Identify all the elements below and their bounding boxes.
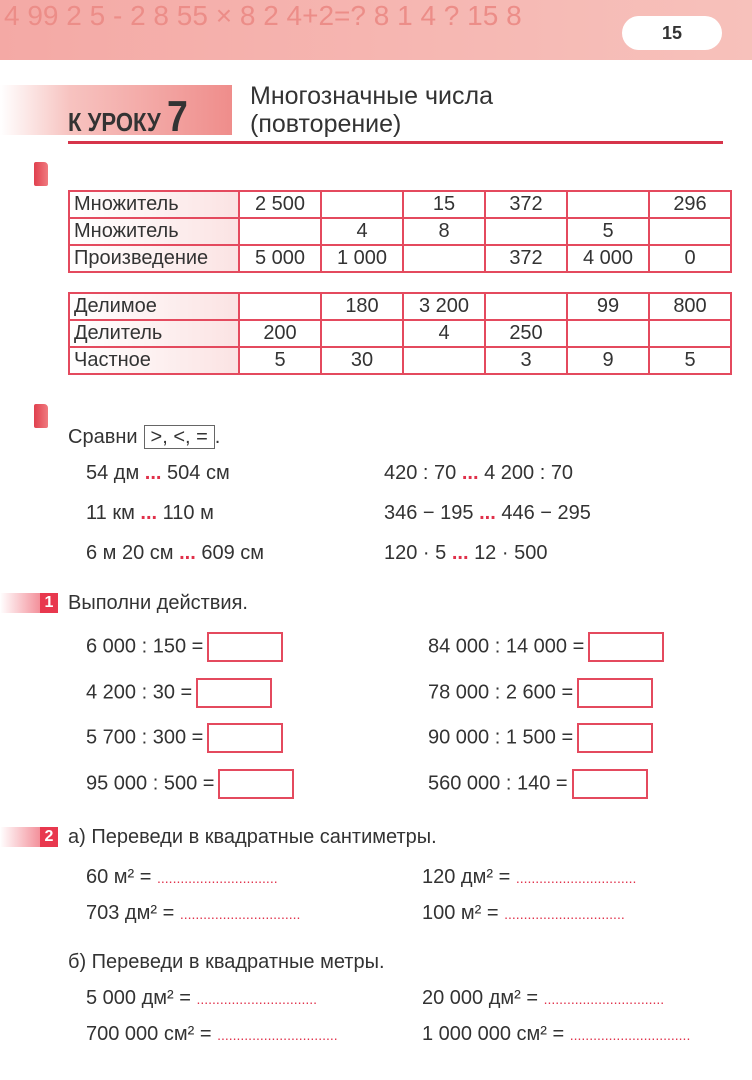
row-label: Частное [69,347,239,374]
page-number: 15 [622,16,722,50]
title-line2: (повторение) [250,110,402,138]
divider [68,141,723,144]
conversion-item [422,1023,690,1046]
conversion-text: 5 000 дм² = [86,987,191,1009]
lesson-label [68,92,188,142]
answer-box[interactable] [207,632,283,662]
task-number: 2 [40,827,58,847]
table-row [69,191,731,218]
page-title [250,82,493,138]
conversion-text: 100 м² = [422,902,499,924]
conversion-text: 703 дм² = [86,902,175,924]
multiplication-table [68,190,732,273]
table-cell[interactable]: 800 [649,293,731,320]
compare-item [384,462,573,485]
table-cell[interactable]: 250 [485,320,567,347]
task2b-title: б) Переведи в квадратные метры. [68,951,385,973]
expr-left: 54 дм [86,462,140,484]
compare-item [86,502,214,525]
table-cell[interactable] [239,218,321,245]
table-row [69,347,731,374]
conversion-item [422,987,664,1010]
task2a-title: а) Переведи в квадратные сантиметры. [68,826,437,848]
equation-text: 6 000 : 150 = [86,635,204,658]
expr-left: 346 − 195 [384,502,474,524]
table-cell[interactable] [485,293,567,320]
equation-text: 84 000 : 14 000 = [428,635,585,658]
expr-right: 12 · 500 [474,542,548,564]
equation-text: 560 000 : 140 = [428,771,568,794]
table-cell[interactable]: 3 [485,347,567,374]
task1-title: Выполни действия. [68,592,248,614]
blank-dots[interactable]: ... [451,542,469,564]
table-cell[interactable]: 372 [485,245,567,272]
table-cell[interactable]: 5 000 [239,245,321,272]
equation-text: 5 700 : 300 = [86,726,204,749]
table-cell[interactable]: 99 [567,293,649,320]
expr-right: 110 м [162,502,214,524]
row-label: Делитель [69,320,239,347]
expr-left: 120 · 5 [384,542,447,564]
expr-right: 4 200 : 70 [484,462,574,484]
answer-line[interactable]: ............................... [504,906,625,922]
equation [428,632,664,662]
table-cell[interactable]: 0 [649,245,731,272]
equation-text: 78 000 : 2 600 = [428,680,574,703]
table-row [69,293,731,320]
equation [86,678,272,708]
conversion-item [86,902,300,925]
conversion-text: 120 дм² = [422,866,511,888]
row-label: Делимое [69,293,239,320]
division-table [68,292,732,375]
equation-text: 90 000 : 1 500 = [428,726,574,749]
table-cell[interactable] [239,293,321,320]
conversion-text: 700 000 см² = [86,1023,212,1045]
table-cell[interactable]: 200 [239,320,321,347]
equation-text: 95 000 : 500 = [86,771,215,794]
answer-box[interactable] [577,678,653,708]
equation [86,632,283,662]
table-cell[interactable]: 5 [649,347,731,374]
task-number: 1 [40,593,58,613]
table-row [69,245,731,272]
conversion-item [86,866,278,889]
table-row [69,218,731,245]
compare-label: Сравни [68,426,138,448]
answer-line[interactable]: ............................... [196,991,318,1007]
answer-line[interactable]: ............................... [157,870,278,886]
answer-box[interactable] [207,723,283,753]
table-cell[interactable] [567,191,649,218]
table-cell[interactable]: 5 [239,347,321,374]
blank-dots[interactable]: ... [179,542,196,564]
expr-right: 446 − 295 [501,502,591,524]
expr-right: 609 см [201,542,265,564]
blank-dots[interactable]: ... [144,462,162,484]
table-cell[interactable] [321,320,403,347]
blank-dots[interactable]: ... [461,462,479,484]
table-cell[interactable]: 4 [321,218,403,245]
conversion-item [86,1023,338,1046]
answer-line[interactable]: ............................... [217,1027,338,1043]
compare-item [384,542,547,565]
table-cell[interactable] [485,218,567,245]
book-icon [34,404,48,428]
answer-box[interactable] [218,769,294,799]
conversion-item [422,866,636,889]
table-cell[interactable] [649,218,731,245]
answer-line[interactable]: ............................... [569,1027,691,1043]
table-cell[interactable]: 5 [567,218,649,245]
conversion-text: 60 м² = [86,866,152,888]
decor-numbers: 4 99 2 5 - 2 8 55 × 8 2 4+2=? 8 1 4 ? 15 8 [4,0,522,31]
equation-text: 4 200 : 30 = [86,680,193,703]
equation [86,723,283,753]
table-row [69,320,731,347]
equation [428,678,653,708]
expr-right: 504 см [167,462,230,484]
table-cell[interactable]: 30 [321,347,403,374]
table-cell[interactable]: 2 500 [239,191,321,218]
table-cell[interactable]: 372 [485,191,567,218]
lesson-label-text: К УРОКУ [68,107,161,137]
answer-line[interactable]: ............................... [543,991,665,1007]
conversion-item [86,987,317,1010]
table-cell[interactable]: 8 [403,218,485,245]
table-cell[interactable]: 296 [649,191,731,218]
table-cell[interactable]: 15 [403,191,485,218]
title-line1: Многозначные числа [250,82,493,110]
table-cell[interactable] [567,320,649,347]
expr-left: 11 км [86,502,135,524]
conversion-item [422,902,625,925]
answer-box[interactable] [196,678,272,708]
compare-item [384,502,591,525]
equation [428,769,648,799]
row-label: Множитель [69,191,239,218]
task-badge [0,593,58,613]
equation [86,769,294,799]
compare-item [86,462,230,485]
compare-heading: Сравни >, <, = . [68,426,221,448]
blank-dots[interactable]: ... [479,502,496,524]
lesson-number: 7 [166,92,188,141]
task-badge [0,827,58,847]
compare-item [86,542,264,565]
table-cell[interactable] [649,320,731,347]
conversion-text: 1 000 000 см² = [422,1023,565,1045]
expr-left: 6 м 20 см [86,542,174,564]
answer-line[interactable]: ............................... [515,870,637,886]
equation [428,723,653,753]
row-label: Множитель [69,218,239,245]
answer-box[interactable] [577,723,653,753]
table-cell[interactable] [403,347,485,374]
table-cell[interactable]: 3 200 [403,293,485,320]
blank-dots[interactable]: ... [140,502,158,524]
table-cell[interactable]: 180 [321,293,403,320]
conversion-text: 20 000 дм² = [422,987,539,1009]
table-cell[interactable] [403,245,485,272]
table-cell[interactable]: 1 000 [321,245,403,272]
table-cell[interactable]: 4 [403,320,485,347]
answer-box[interactable] [588,632,664,662]
answer-box[interactable] [572,769,648,799]
expr-left: 420 : 70 [384,462,457,484]
table-cell[interactable] [321,191,403,218]
answer-line[interactable]: ............................... [179,906,301,922]
signs-box: >, <, = [144,425,215,449]
book-icon [34,162,48,186]
row-label: Произведение [69,245,239,272]
table-cell[interactable]: 4 000 [567,245,649,272]
table-cell[interactable]: 9 [567,347,649,374]
